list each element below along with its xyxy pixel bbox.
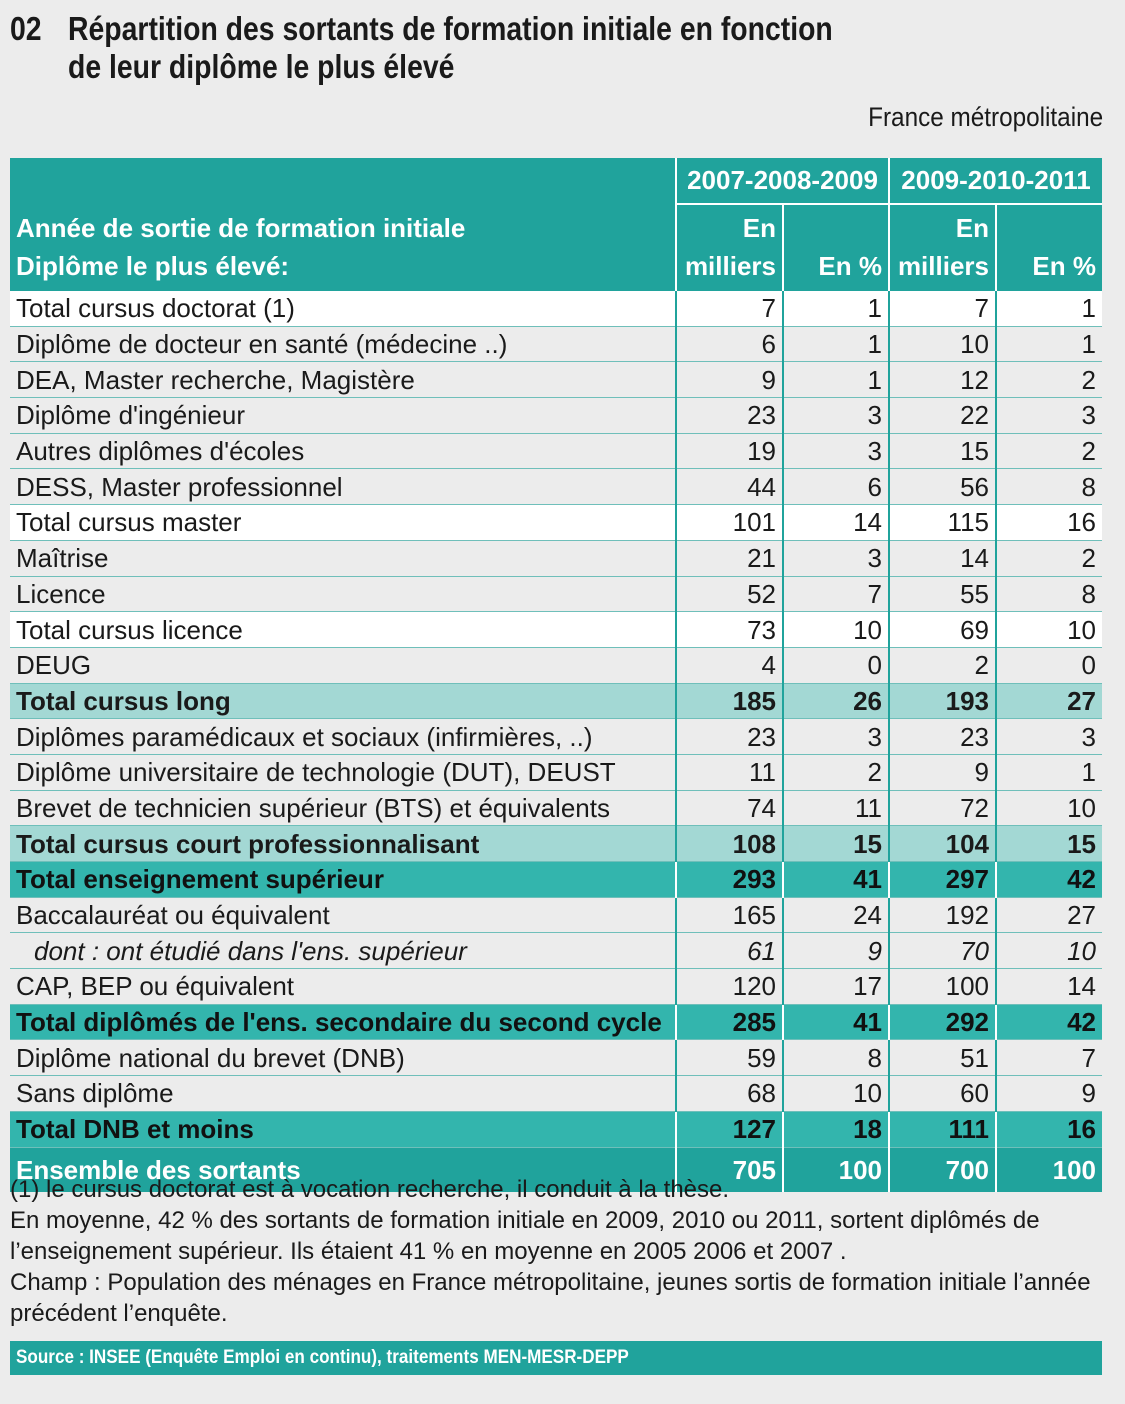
value-thousands-p1: 19 bbox=[676, 433, 783, 469]
value-percent-p1: 1 bbox=[783, 291, 889, 326]
value-thousands-p1: 293 bbox=[676, 862, 783, 898]
value-percent-p1: 17 bbox=[783, 969, 889, 1005]
value-percent-p1: 7 bbox=[783, 576, 889, 612]
table-row bbox=[10, 683, 1102, 719]
value-percent-p2: 42 bbox=[996, 862, 1102, 898]
footnote-3: l’enseignement supérieur. Ils étaient 41 % en moyenne en 2005 2006 et 2007 . bbox=[10, 1238, 847, 1265]
footnote-4: Champ : Population des ménages en France métropolitaine, jeunes sortis de formation initiale l’année bbox=[10, 1269, 1091, 1296]
value-thousands-p1: 73 bbox=[676, 612, 783, 648]
value-thousands-p2: 100 bbox=[889, 969, 996, 1005]
row-label: Diplômes paramédicaux et sociaux (infirmières, ..) bbox=[10, 719, 676, 755]
value-thousands-p2: 111 bbox=[889, 1111, 996, 1147]
row-label: Diplôme d'ingénieur bbox=[10, 398, 676, 434]
value-thousands-p1: 61 bbox=[676, 933, 783, 969]
header-unit-thousands-line-1: En bbox=[742, 213, 776, 243]
table-row bbox=[10, 1040, 1102, 1076]
value-thousands-p2: 14 bbox=[889, 540, 996, 576]
header-blank bbox=[10, 158, 676, 204]
value-thousands-p2: 297 bbox=[889, 862, 996, 898]
value-percent-p1: 41 bbox=[783, 1004, 889, 1040]
table-row bbox=[10, 576, 1102, 612]
value-percent-p1: 0 bbox=[783, 647, 889, 683]
value-thousands-p1: 74 bbox=[676, 790, 783, 826]
footnotes bbox=[10, 1174, 1102, 1329]
value-percent-p1: 3 bbox=[783, 540, 889, 576]
header-unit-thousands-2 bbox=[889, 204, 996, 291]
value-thousands-p1: 185 bbox=[676, 683, 783, 719]
value-thousands-p1: 127 bbox=[676, 1111, 783, 1147]
value-thousands-p2: 15 bbox=[889, 433, 996, 469]
value-thousands-p1: 7 bbox=[676, 291, 783, 326]
value-thousands-p1: 21 bbox=[676, 540, 783, 576]
row-label: DESS, Master professionnel bbox=[10, 469, 676, 505]
region-label: France métropolitaine bbox=[867, 102, 1103, 132]
table-row bbox=[10, 362, 1102, 398]
source-bar bbox=[10, 1341, 1102, 1375]
header-unit-thousands-1 bbox=[676, 204, 783, 291]
table-row bbox=[10, 897, 1102, 933]
value-thousands-p2: 9 bbox=[889, 754, 996, 790]
value-percent-p1: 41 bbox=[783, 862, 889, 898]
row-label: Total DNB et moins bbox=[10, 1111, 676, 1147]
value-thousands-p1: 11 bbox=[676, 754, 783, 790]
value-percent-p1: 10 bbox=[783, 612, 889, 648]
table-row bbox=[10, 469, 1102, 505]
row-label: Baccalauréat ou équivalent bbox=[10, 897, 676, 933]
value-percent-p1: 24 bbox=[783, 897, 889, 933]
value-thousands-p2: 10 bbox=[889, 326, 996, 362]
value-thousands-p1: 9 bbox=[676, 362, 783, 398]
value-percent-p2: 2 bbox=[996, 433, 1102, 469]
value-thousands-p1: 108 bbox=[676, 826, 783, 862]
value-percent-p1: 26 bbox=[783, 683, 889, 719]
source-text: Source : INSEE (Enquête Emploi en continu), traitements MEN-MESR-DEPP bbox=[16, 1347, 629, 1368]
value-thousands-p1: 285 bbox=[676, 1004, 783, 1040]
value-thousands-p2: 193 bbox=[889, 683, 996, 719]
table-row bbox=[10, 862, 1102, 898]
value-percent-p1: 3 bbox=[783, 719, 889, 755]
row-label: Maîtrise bbox=[10, 540, 676, 576]
footnote-1: (1) le cursus doctorat est à vocation recherche, il conduit à la thèse. bbox=[10, 1176, 730, 1203]
value-percent-p2: 15 bbox=[996, 826, 1102, 862]
value-percent-p2: 8 bbox=[996, 469, 1102, 505]
value-percent-p1: 11 bbox=[783, 790, 889, 826]
value-percent-p2: 16 bbox=[996, 1111, 1102, 1147]
table-row bbox=[10, 398, 1102, 434]
row-label: Diplôme national du brevet (DNB) bbox=[10, 1040, 676, 1076]
value-percent-p1: 8 bbox=[783, 1040, 889, 1076]
header-row-label-line-2: Diplôme le plus élevé: bbox=[16, 251, 290, 281]
title-line-2: de leur diplôme le plus élevé bbox=[68, 48, 455, 85]
value-percent-p1: 14 bbox=[783, 505, 889, 541]
value-percent-p2: 3 bbox=[996, 398, 1102, 434]
figure-number: 02 bbox=[10, 10, 42, 47]
value-thousands-p1: 165 bbox=[676, 897, 783, 933]
value-percent-p2: 2 bbox=[996, 362, 1102, 398]
value-thousands-p2: 192 bbox=[889, 897, 996, 933]
row-label: Total enseignement supérieur bbox=[10, 862, 676, 898]
value-thousands-p2: 115 bbox=[889, 505, 996, 541]
table-row bbox=[10, 291, 1102, 326]
table-row bbox=[10, 612, 1102, 648]
row-label: Total cursus long bbox=[10, 683, 676, 719]
row-label: Licence bbox=[10, 576, 676, 612]
row-label: Total cursus licence bbox=[10, 612, 676, 648]
value-percent-p2: 1 bbox=[996, 326, 1102, 362]
table-row bbox=[10, 1004, 1102, 1040]
value-thousands-p1: 59 bbox=[676, 1040, 783, 1076]
table-row bbox=[10, 1076, 1102, 1112]
value-thousands-p1: 44 bbox=[676, 469, 783, 505]
data-table bbox=[10, 158, 1102, 1192]
value-thousands-p1: 52 bbox=[676, 576, 783, 612]
value-percent-p2: 1 bbox=[996, 754, 1102, 790]
header-period-1: 2007-2008-2009 bbox=[676, 158, 889, 204]
value-percent-p2: 10 bbox=[996, 933, 1102, 969]
row-label: Total diplômés de l'ens. secondaire du second cycle bbox=[10, 1004, 676, 1040]
header-unit-thousands-line-2: milliers bbox=[684, 251, 776, 281]
value-percent-p2: 0 bbox=[996, 647, 1102, 683]
value-thousands-p1: 705 bbox=[676, 1147, 783, 1192]
value-percent-p2: 10 bbox=[996, 790, 1102, 826]
header-row-label-line-1: Année de sortie de formation initiale bbox=[16, 213, 466, 243]
row-label: DEA, Master recherche, Magistère bbox=[10, 362, 676, 398]
value-thousands-p1: 4 bbox=[676, 647, 783, 683]
value-percent-p2: 27 bbox=[996, 897, 1102, 933]
value-thousands-p2: 56 bbox=[889, 469, 996, 505]
value-thousands-p2: 55 bbox=[889, 576, 996, 612]
footnote-5: précédent l’enquête. bbox=[10, 1300, 228, 1327]
value-thousands-p2: 23 bbox=[889, 719, 996, 755]
row-label: CAP, BEP ou équivalent bbox=[10, 969, 676, 1005]
value-percent-p1: 6 bbox=[783, 469, 889, 505]
value-percent-p2: 100 bbox=[996, 1147, 1102, 1192]
row-label: Total cursus doctorat (1) bbox=[10, 291, 676, 326]
row-label: Sans diplôme bbox=[10, 1076, 676, 1112]
value-percent-p2: 9 bbox=[996, 1076, 1102, 1112]
header-unit-thousands-line-1: En bbox=[955, 213, 989, 243]
value-thousands-p1: 101 bbox=[676, 505, 783, 541]
value-percent-p1: 3 bbox=[783, 433, 889, 469]
value-thousands-p1: 23 bbox=[676, 719, 783, 755]
value-thousands-p1: 68 bbox=[676, 1076, 783, 1112]
value-thousands-p2: 51 bbox=[889, 1040, 996, 1076]
row-label: Total cursus master bbox=[10, 505, 676, 541]
table-row bbox=[10, 433, 1102, 469]
value-percent-p2: 27 bbox=[996, 683, 1102, 719]
table-row bbox=[10, 719, 1102, 755]
table-row bbox=[10, 647, 1102, 683]
table-row bbox=[10, 505, 1102, 541]
value-percent-p1: 1 bbox=[783, 326, 889, 362]
table-row bbox=[10, 969, 1102, 1005]
value-percent-p1: 2 bbox=[783, 754, 889, 790]
value-thousands-p2: 72 bbox=[889, 790, 996, 826]
row-label: Diplôme de docteur en santé (médecine ..) bbox=[10, 326, 676, 362]
value-percent-p1: 9 bbox=[783, 933, 889, 969]
value-percent-p1: 15 bbox=[783, 826, 889, 862]
row-label: Total cursus court professionnalisant bbox=[10, 826, 676, 862]
header-period-2: 2009-2010-2011 bbox=[889, 158, 1102, 204]
value-percent-p2: 8 bbox=[996, 576, 1102, 612]
value-thousands-p1: 120 bbox=[676, 969, 783, 1005]
row-label: dont : ont étudié dans l'ens. supérieur bbox=[10, 933, 676, 969]
value-percent-p1: 1 bbox=[783, 362, 889, 398]
footnote-2: En moyenne, 42 % des sortants de formation initiale en 2009, 2010 ou 2011, sortent diplômés de bbox=[10, 1207, 1040, 1234]
table-row bbox=[10, 754, 1102, 790]
value-percent-p1: 10 bbox=[783, 1076, 889, 1112]
value-thousands-p2: 700 bbox=[889, 1147, 996, 1192]
title-line-1: Répartition des sortants de formation initiale en fonction bbox=[68, 10, 833, 47]
table-row bbox=[10, 326, 1102, 362]
header-unit-percent-2: En % bbox=[996, 204, 1102, 291]
value-percent-p2: 1 bbox=[996, 291, 1102, 326]
value-thousands-p2: 22 bbox=[889, 398, 996, 434]
row-label: DEUG bbox=[10, 647, 676, 683]
header-row-label bbox=[10, 204, 676, 291]
header-unit-percent-1: En % bbox=[783, 204, 889, 291]
value-thousands-p2: 69 bbox=[889, 612, 996, 648]
value-percent-p1: 100 bbox=[783, 1147, 889, 1192]
value-thousands-p1: 23 bbox=[676, 398, 783, 434]
value-percent-p2: 10 bbox=[996, 612, 1102, 648]
value-percent-p2: 7 bbox=[996, 1040, 1102, 1076]
row-label: Autres diplômes d'écoles bbox=[10, 433, 676, 469]
value-percent-p1: 18 bbox=[783, 1111, 889, 1147]
table-row bbox=[10, 790, 1102, 826]
value-percent-p1: 3 bbox=[783, 398, 889, 434]
table-row bbox=[10, 826, 1102, 862]
value-percent-p2: 42 bbox=[996, 1004, 1102, 1040]
value-percent-p2: 2 bbox=[996, 540, 1102, 576]
table-row bbox=[10, 1111, 1102, 1147]
value-thousands-p2: 292 bbox=[889, 1004, 996, 1040]
header-unit-thousands-line-2: milliers bbox=[897, 251, 989, 281]
table-body bbox=[10, 291, 1102, 1192]
value-percent-p2: 3 bbox=[996, 719, 1102, 755]
value-thousands-p2: 12 bbox=[889, 362, 996, 398]
value-thousands-p2: 60 bbox=[889, 1076, 996, 1112]
value-percent-p2: 16 bbox=[996, 505, 1102, 541]
table-row bbox=[10, 933, 1102, 969]
value-thousands-p2: 70 bbox=[889, 933, 996, 969]
row-label: Diplôme universitaire de technologie (DUT), DEUST bbox=[10, 754, 676, 790]
row-label: Brevet de technicien supérieur (BTS) et équivalents bbox=[10, 790, 676, 826]
value-thousands-p2: 104 bbox=[889, 826, 996, 862]
figure-title-text bbox=[68, 10, 928, 86]
row-label: Ensemble des sortants bbox=[10, 1147, 676, 1192]
value-percent-p2: 14 bbox=[996, 969, 1102, 1005]
value-thousands-p1: 6 bbox=[676, 326, 783, 362]
table-row bbox=[10, 540, 1102, 576]
value-thousands-p2: 7 bbox=[889, 291, 996, 326]
value-thousands-p2: 2 bbox=[889, 647, 996, 683]
